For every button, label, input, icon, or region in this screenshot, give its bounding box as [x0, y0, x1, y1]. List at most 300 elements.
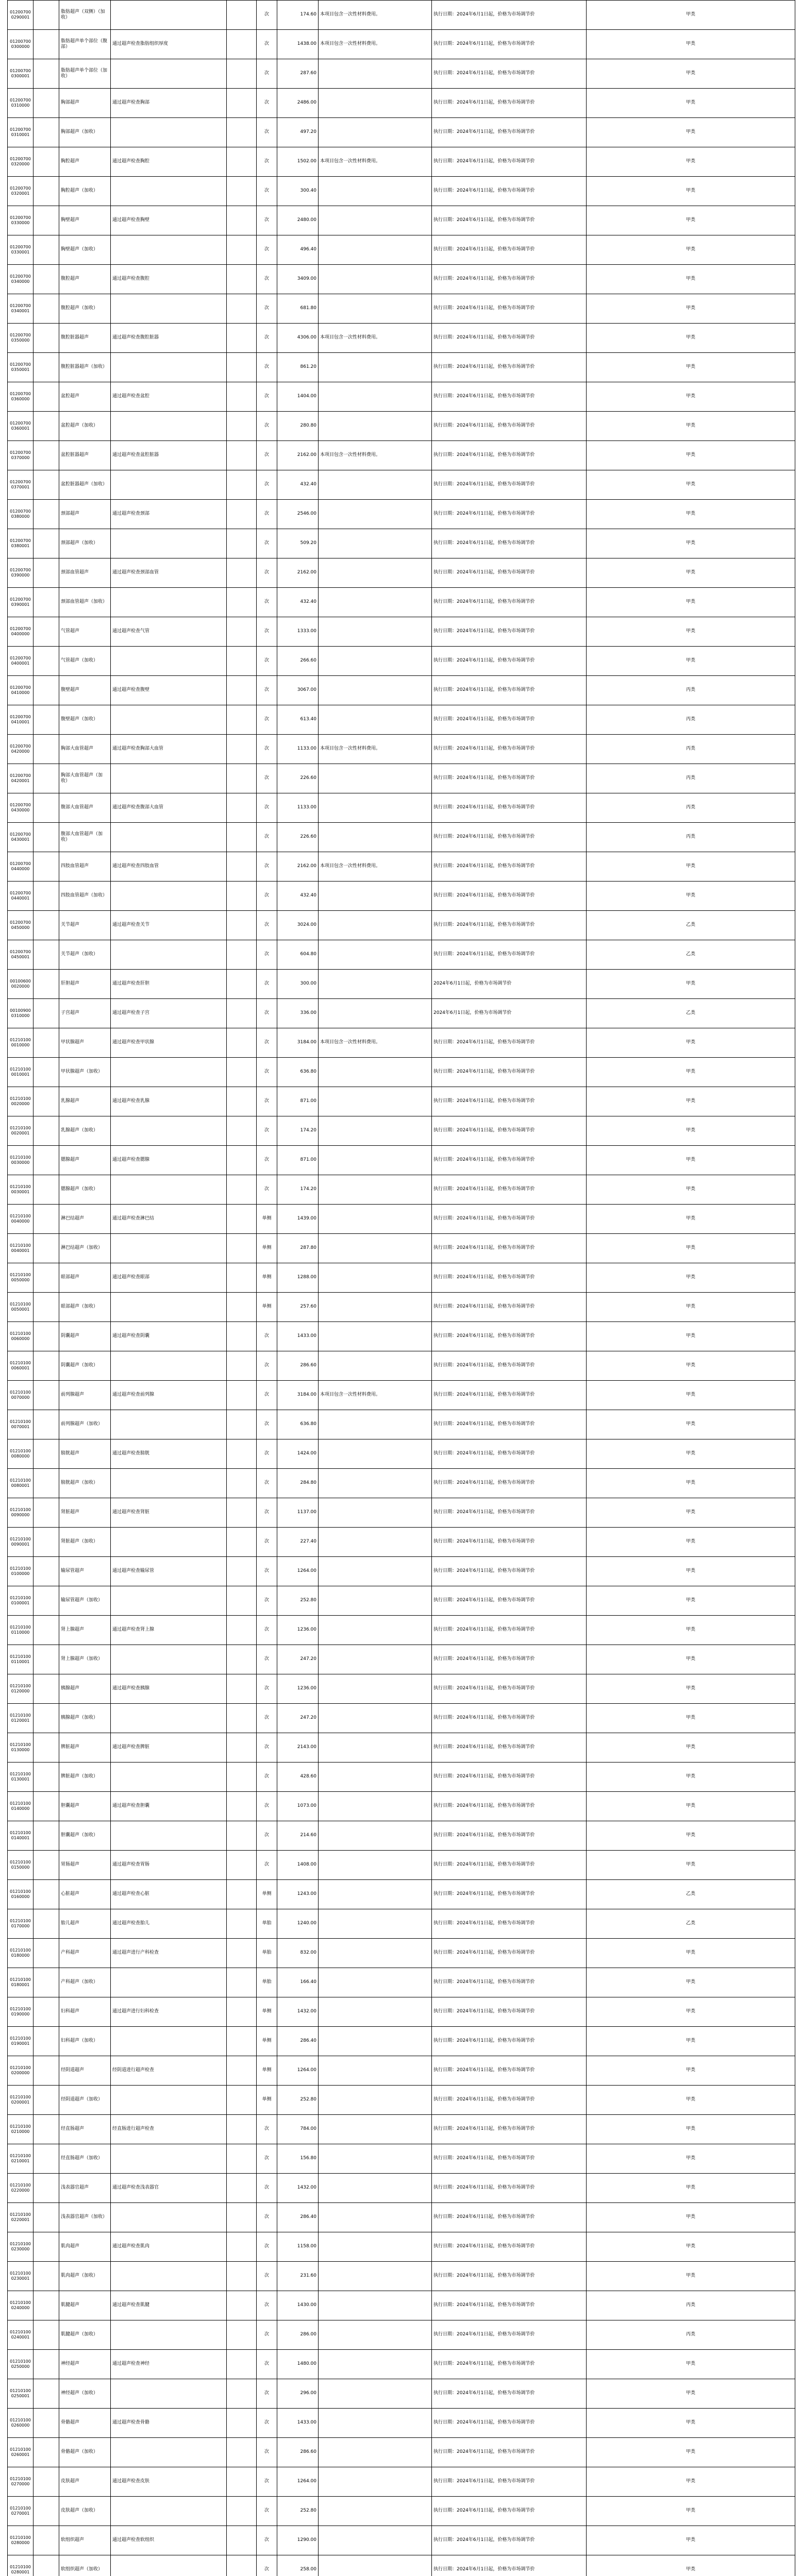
item-content-cell: 通过超声检查输尿管	[111, 1557, 227, 1586]
category-cell: 甲类	[587, 1234, 795, 1263]
execution-note-cell: 执行日期：2024年6月1日起，价格为市场调节价	[432, 353, 587, 382]
table-row	[8, 2320, 795, 2350]
parent-code-cell	[34, 2320, 59, 2350]
item-name-cell: 胸部大血管超声	[59, 735, 111, 764]
item-content-cell: 通过超声检查颈部血管	[111, 558, 227, 588]
code-cell: 012101000250001	[8, 2379, 34, 2409]
parent-code-cell	[34, 1733, 59, 1762]
item-name-cell: 腹壁超声	[59, 676, 111, 705]
remark-cell	[319, 206, 432, 235]
table-row	[8, 324, 795, 353]
item-name-cell: 皮肤超声	[59, 2467, 111, 2497]
pricing-note-cell	[227, 1087, 257, 1116]
price-cell: 432.40	[277, 588, 319, 617]
execution-note-cell: 执行日期：2024年6月1日起，价格为市场调节价	[432, 1116, 587, 1146]
item-name-cell: 胰腺超声	[59, 1674, 111, 1704]
table-row	[8, 1821, 795, 1851]
price-cell: 1333.00	[277, 617, 319, 647]
code-cell: 012101000200001	[8, 2086, 34, 2115]
parent-code-cell	[34, 852, 59, 882]
parent-code-cell	[34, 1410, 59, 1439]
unit-cell: 次	[257, 1116, 277, 1146]
parent-code-cell	[34, 2115, 59, 2144]
table-row	[8, 2027, 795, 2056]
item-name-cell: 腮腺超声	[59, 1146, 111, 1175]
table-row	[8, 2497, 795, 2526]
item-content-cell	[111, 1234, 227, 1263]
unit-cell: 单侧	[257, 1205, 277, 1234]
code-cell: 012101000080001	[8, 1469, 34, 1498]
execution-note-cell: 执行日期：2024年6月1日起，价格为市场调节价	[432, 617, 587, 647]
price-cell: 174.20	[277, 1116, 319, 1146]
remark-cell	[319, 588, 432, 617]
code-cell: 012101000260001	[8, 2438, 34, 2467]
category-cell: 甲类	[587, 1146, 795, 1175]
parent-code-cell	[34, 1528, 59, 1557]
table-row	[8, 2086, 795, 2115]
table-row	[8, 1939, 795, 1968]
unit-cell: 次	[257, 735, 277, 764]
parent-code-cell	[34, 1, 59, 30]
unit-cell: 次	[257, 2144, 277, 2174]
category-cell: 甲类	[587, 2409, 795, 2438]
execution-note-cell: 执行日期：2024年6月1日起，价格为市场调节价	[432, 2291, 587, 2320]
execution-note-cell: 执行日期：2024年6月1日起，价格为市场调节价	[432, 1821, 587, 1851]
remark-cell	[319, 1322, 432, 1351]
item-name-cell: 胸腔超声	[59, 147, 111, 177]
category-cell: 乙类	[587, 1880, 795, 1909]
table-row	[8, 500, 795, 529]
item-content-cell: 通过超声检查膀胱	[111, 1439, 227, 1469]
execution-note-cell: 执行日期：2024年6月1日起，价格为市场调节价	[432, 1528, 587, 1557]
item-content-cell: 通过超声检查四肢血管	[111, 852, 227, 882]
item-content-cell: 经阴道进行超声检查	[111, 2056, 227, 2086]
table-row	[8, 1733, 795, 1762]
execution-note-cell: 执行日期：2024年6月1日起，价格为市场调节价	[432, 1851, 587, 1880]
category-cell: 甲类	[587, 1674, 795, 1704]
category-cell: 甲类	[587, 324, 795, 353]
remark-cell	[319, 999, 432, 1028]
remark-cell	[319, 940, 432, 970]
price-cell: 1432.00	[277, 1997, 319, 2027]
item-content-cell	[111, 59, 227, 89]
item-content-cell	[111, 940, 227, 970]
pricing-note-cell	[227, 2174, 257, 2203]
category-cell: 甲类	[587, 882, 795, 911]
item-content-cell	[111, 647, 227, 676]
parent-code-cell	[34, 353, 59, 382]
pricing-note-cell	[227, 1234, 257, 1263]
unit-cell: 次	[257, 206, 277, 235]
price-cell: 300.40	[277, 177, 319, 206]
unit-cell: 次	[257, 2291, 277, 2320]
unit-cell: 次	[257, 940, 277, 970]
unit-cell: 次	[257, 1674, 277, 1704]
code-cell: 012101000200000	[8, 2056, 34, 2086]
unit-cell: 次	[257, 676, 277, 705]
parent-code-cell	[34, 2497, 59, 2526]
pricing-note-cell	[227, 1028, 257, 1058]
price-cell: 2162.00	[277, 558, 319, 588]
table-row	[8, 30, 795, 59]
table-row	[8, 118, 795, 147]
code-cell: 012101000020001	[8, 1116, 34, 1146]
execution-note-cell: 执行日期：2024年6月1日起，价格为市场调节价	[432, 1351, 587, 1381]
execution-note-cell: 2024年6月1日起，价格为市场调节价	[432, 999, 587, 1028]
price-cell: 4306.00	[277, 324, 319, 353]
execution-note-cell: 执行日期：2024年6月1日起，价格为市场调节价	[432, 2467, 587, 2497]
execution-note-cell: 执行日期：2024年6月1日起，价格为市场调节价	[432, 2144, 587, 2174]
unit-cell: 次	[257, 1821, 277, 1851]
price-cell: 1432.00	[277, 2174, 319, 2203]
remark-cell	[319, 177, 432, 206]
unit-cell: 次	[257, 1469, 277, 1498]
parent-code-cell	[34, 1557, 59, 1586]
parent-code-cell	[34, 823, 59, 852]
price-cell: 287.60	[277, 59, 319, 89]
remark-cell	[319, 59, 432, 89]
parent-code-cell	[34, 2438, 59, 2467]
item-name-cell: 脾脏超声（加收）	[59, 1762, 111, 1792]
item-name-cell: 腹部大血管超声	[59, 793, 111, 823]
item-content-cell: 通过超声检查胰腺	[111, 1674, 227, 1704]
price-cell: 280.80	[277, 412, 319, 441]
category-cell: 甲类	[587, 1175, 795, 1205]
category-cell: 甲类	[587, 2350, 795, 2379]
category-cell: 甲类	[587, 2115, 795, 2144]
remark-cell: 本项目包含一次性材料费用。	[319, 1381, 432, 1410]
code-cell: 012007000350001	[8, 353, 34, 382]
item-content-cell: 通过超声检查眼部	[111, 1263, 227, 1293]
table-row	[8, 1410, 795, 1439]
pricing-note-cell	[227, 470, 257, 500]
item-content-cell: 通过超声检查皮肤	[111, 2467, 227, 2497]
table-row	[8, 412, 795, 441]
remark-cell	[319, 1293, 432, 1322]
item-content-cell	[111, 1293, 227, 1322]
category-cell: 甲类	[587, 235, 795, 265]
code-cell: 012007000410001	[8, 705, 34, 735]
pricing-note-cell	[227, 2262, 257, 2291]
table-row	[8, 2467, 795, 2497]
code-cell: 012007000310000	[8, 89, 34, 118]
item-name-cell: 软组织超声	[59, 2526, 111, 2555]
table-row	[8, 1175, 795, 1205]
execution-note-cell: 执行日期：2024年6月1日起，价格为市场调节价	[432, 2086, 587, 2115]
item-name-cell: 子宫超声	[59, 999, 111, 1028]
code-cell: 012101000100001	[8, 1586, 34, 1616]
code-cell: 012007000360001	[8, 412, 34, 441]
remark-cell	[319, 1851, 432, 1880]
execution-note-cell: 执行日期：2024年6月1日起，价格为市场调节价	[432, 1792, 587, 1821]
pricing-note-cell	[227, 529, 257, 558]
remark-cell: 本项目包含一次性材料费用。	[319, 324, 432, 353]
remark-cell	[319, 1909, 432, 1939]
item-name-cell: 输尿管超声	[59, 1557, 111, 1586]
category-cell: 甲类	[587, 2467, 795, 2497]
execution-note-cell: 执行日期：2024年6月1日起，价格为市场调节价	[432, 59, 587, 89]
code-cell: 012101000210001	[8, 2144, 34, 2174]
remark-cell	[319, 89, 432, 118]
pricing-note-cell	[227, 1909, 257, 1939]
parent-code-cell	[34, 1439, 59, 1469]
price-cell: 1236.00	[277, 1674, 319, 1704]
execution-note-cell: 执行日期：2024年6月1日起，价格为市场调节价	[432, 764, 587, 793]
unit-cell: 单侧	[257, 1997, 277, 2027]
remark-cell	[319, 382, 432, 412]
price-cell: 336.00	[277, 999, 319, 1028]
item-name-cell: 四肢血管超声（加收）	[59, 882, 111, 911]
pricing-note-cell	[227, 147, 257, 177]
unit-cell: 次	[257, 588, 277, 617]
unit-cell: 次	[257, 1586, 277, 1616]
code-cell: 012007000320001	[8, 177, 34, 206]
item-name-cell: 腹腔脏器超声	[59, 324, 111, 353]
remark-cell	[319, 1674, 432, 1704]
table-row	[8, 2174, 795, 2203]
remark-cell	[319, 1058, 432, 1087]
price-cell: 604.80	[277, 940, 319, 970]
table-row	[8, 441, 795, 470]
item-content-cell: 通过超声检查盆腔脏器	[111, 441, 227, 470]
category-cell: 甲类	[587, 1939, 795, 1968]
parent-code-cell	[34, 1674, 59, 1704]
item-name-cell: 颈部血管超声	[59, 558, 111, 588]
parent-code-cell	[34, 1939, 59, 1968]
item-content-cell	[111, 353, 227, 382]
table-row	[8, 1116, 795, 1146]
price-cell: 258.00	[277, 2555, 319, 2576]
category-cell: 甲类	[587, 558, 795, 588]
parent-code-cell	[34, 2409, 59, 2438]
price-cell: 247.20	[277, 1704, 319, 1733]
code-cell: 012101000080000	[8, 1439, 34, 1469]
table-row	[8, 2379, 795, 2409]
item-name-cell: 胎儿超声	[59, 1909, 111, 1939]
parent-code-cell	[34, 177, 59, 206]
pricing-note-cell	[227, 1263, 257, 1293]
table-row	[8, 2555, 795, 2576]
unit-cell: 次	[257, 999, 277, 1028]
remark-cell	[319, 2056, 432, 2086]
unit-cell: 次	[257, 1439, 277, 1469]
item-name-cell: 肾上腺超声	[59, 1616, 111, 1645]
item-content-cell	[111, 2203, 227, 2232]
category-cell: 甲类	[587, 2555, 795, 2576]
price-cell: 174.20	[277, 1175, 319, 1205]
item-content-cell: 通过超声检查腹壁	[111, 676, 227, 705]
remark-cell	[319, 2320, 432, 2350]
unit-cell: 次	[257, 2438, 277, 2467]
category-cell: 甲类	[587, 1381, 795, 1410]
unit-cell: 次	[257, 1792, 277, 1821]
table-row	[8, 1205, 795, 1234]
parent-code-cell	[34, 676, 59, 705]
item-name-cell: 四肢血管超声	[59, 852, 111, 882]
unit-cell: 单侧	[257, 2056, 277, 2086]
table-row	[8, 235, 795, 265]
unit-cell: 次	[257, 705, 277, 735]
unit-cell: 次	[257, 59, 277, 89]
execution-note-cell: 执行日期：2024年6月1日起，价格为市场调节价	[432, 294, 587, 324]
category-cell: 甲类	[587, 588, 795, 617]
item-name-cell: 腹腔超声（加收）	[59, 294, 111, 324]
pricing-note-cell	[227, 1116, 257, 1146]
remark-cell	[319, 882, 432, 911]
parent-code-cell	[34, 1058, 59, 1087]
execution-note-cell: 执行日期：2024年6月1日起，价格为市场调节价	[432, 735, 587, 764]
category-cell: 甲类	[587, 1762, 795, 1792]
category-cell: 甲类	[587, 617, 795, 647]
unit-cell: 次	[257, 2379, 277, 2409]
item-name-cell: 胸部大血管超声（加收）	[59, 764, 111, 793]
unit-cell: 次	[257, 2320, 277, 2350]
unit-cell: 次	[257, 147, 277, 177]
pricing-note-cell	[227, 911, 257, 940]
pricing-note-cell	[227, 235, 257, 265]
item-name-cell: 胸部超声（加收）	[59, 118, 111, 147]
item-content-cell: 通过超声检查肾上腺	[111, 1616, 227, 1645]
parent-code-cell	[34, 147, 59, 177]
execution-note-cell: 执行日期：2024年6月1日起，价格为市场调节价	[432, 1762, 587, 1792]
code-cell: 012101000190000	[8, 1997, 34, 2027]
unit-cell: 次	[257, 1733, 277, 1762]
category-cell: 甲类	[587, 500, 795, 529]
execution-note-cell: 执行日期：2024年6月1日起，价格为市场调节价	[432, 1880, 587, 1909]
item-content-cell	[111, 588, 227, 617]
table-row	[8, 1234, 795, 1263]
execution-note-cell: 执行日期：2024年6月1日起，价格为市场调节价	[432, 1909, 587, 1939]
category-cell: 甲类	[587, 2232, 795, 2262]
price-cell: 252.80	[277, 2086, 319, 2115]
pricing-note-cell	[227, 177, 257, 206]
item-content-cell	[111, 1586, 227, 1616]
pricing-note-cell	[227, 1997, 257, 2027]
parent-code-cell	[34, 1028, 59, 1058]
parent-code-cell	[34, 1146, 59, 1175]
remark-cell	[319, 1234, 432, 1263]
code-cell: 012007000440001	[8, 882, 34, 911]
pricing-note-cell	[227, 705, 257, 735]
unit-cell: 次	[257, 1410, 277, 1439]
price-cell: 1264.00	[277, 2467, 319, 2497]
unit-cell: 次	[257, 1, 277, 30]
price-cell: 3067.00	[277, 676, 319, 705]
remark-cell	[319, 412, 432, 441]
unit-cell: 次	[257, 617, 277, 647]
parent-code-cell	[34, 2086, 59, 2115]
item-name-cell: 肝胆超声	[59, 970, 111, 999]
category-cell: 甲类	[587, 1997, 795, 2027]
table-row	[8, 1146, 795, 1175]
pricing-note-cell	[227, 1851, 257, 1880]
category-cell: 甲类	[587, 1087, 795, 1116]
unit-cell: 次	[257, 1762, 277, 1792]
code-cell: 012007000380000	[8, 500, 34, 529]
item-name-cell: 胰腺超声（加收）	[59, 1704, 111, 1733]
pricing-note-cell	[227, 2497, 257, 2526]
unit-cell: 次	[257, 500, 277, 529]
item-content-cell: 通过超声检查脾脏	[111, 1733, 227, 1762]
pricing-note-cell	[227, 2350, 257, 2379]
item-name-cell: 浅表器官超声（加收）	[59, 2203, 111, 2232]
execution-note-cell: 执行日期：2024年6月1日起，价格为市场调节价	[432, 324, 587, 353]
item-content-cell: 通过超声检查子宫	[111, 999, 227, 1028]
pricing-note-cell	[227, 940, 257, 970]
unit-cell: 次	[257, 529, 277, 558]
execution-note-cell: 执行日期：2024年6月1日起，价格为市场调节价	[432, 1058, 587, 1087]
execution-note-cell: 执行日期：2024年6月1日起，价格为市场调节价	[432, 30, 587, 59]
table-row	[8, 1381, 795, 1410]
pricing-note-cell	[227, 2555, 257, 2576]
execution-note-cell: 执行日期：2024年6月1日起，价格为市场调节价	[432, 1645, 587, 1674]
table-row	[8, 705, 795, 735]
price-cell: 296.00	[277, 2379, 319, 2409]
execution-note-cell: 执行日期：2024年6月1日起，价格为市场调节价	[432, 705, 587, 735]
parent-code-cell	[34, 1997, 59, 2027]
table-row	[8, 970, 795, 999]
execution-note-cell: 执行日期：2024年6月1日起，价格为市场调节价	[432, 940, 587, 970]
category-cell: 甲类	[587, 2174, 795, 2203]
remark-cell	[319, 2086, 432, 2115]
price-cell: 1158.00	[277, 2232, 319, 2262]
execution-note-cell: 执行日期：2024年6月1日起，价格为市场调节价	[432, 558, 587, 588]
pricing-note-cell	[227, 1293, 257, 1322]
item-content-cell: 通过超声检查盆腔	[111, 382, 227, 412]
table-row	[8, 1704, 795, 1733]
item-name-cell: 乳腺超声	[59, 1087, 111, 1116]
parent-code-cell	[34, 940, 59, 970]
price-cell: 286.60	[277, 1351, 319, 1381]
item-name-cell: 产科超声	[59, 1939, 111, 1968]
code-cell: 012101000170000	[8, 1909, 34, 1939]
item-content-cell	[111, 1645, 227, 1674]
code-cell: 012007000350000	[8, 324, 34, 353]
code-cell: 012101000160000	[8, 1880, 34, 1909]
category-cell: 乙类	[587, 940, 795, 970]
table-row	[8, 1293, 795, 1322]
category-cell: 甲类	[587, 2438, 795, 2467]
parent-code-cell	[34, 588, 59, 617]
code-cell: 012007000410000	[8, 676, 34, 705]
unit-cell: 次	[257, 353, 277, 382]
parent-code-cell	[34, 2203, 59, 2232]
remark-cell	[319, 1939, 432, 1968]
item-content-cell: 通过超声检查气管	[111, 617, 227, 647]
table-row	[8, 1, 795, 30]
item-name-cell: 腹壁超声（加收）	[59, 705, 111, 735]
parent-code-cell	[34, 558, 59, 588]
remark-cell: 本项目包含一次性材料费用。	[319, 441, 432, 470]
table-row	[8, 1616, 795, 1645]
price-cell: 156.80	[277, 2144, 319, 2174]
unit-cell: 单胎	[257, 1909, 277, 1939]
code-cell: 012101000280001	[8, 2555, 34, 2576]
execution-note-cell: 执行日期：2024年6月1日起，价格为市场调节价	[432, 2555, 587, 2576]
parent-code-cell	[34, 500, 59, 529]
unit-cell: 次	[257, 1645, 277, 1674]
code-cell: 012101000240000	[8, 2291, 34, 2320]
code-cell: 012101000090001	[8, 1528, 34, 1557]
unit-cell: 次	[257, 1087, 277, 1116]
item-name-cell: 淋巴结超声（加收）	[59, 1234, 111, 1263]
price-cell: 252.80	[277, 2497, 319, 2526]
unit-cell: 次	[257, 2497, 277, 2526]
code-cell: 012101000280000	[8, 2526, 34, 2555]
unit-cell: 次	[257, 265, 277, 294]
unit-cell: 次	[257, 1851, 277, 1880]
remark-cell	[319, 529, 432, 558]
